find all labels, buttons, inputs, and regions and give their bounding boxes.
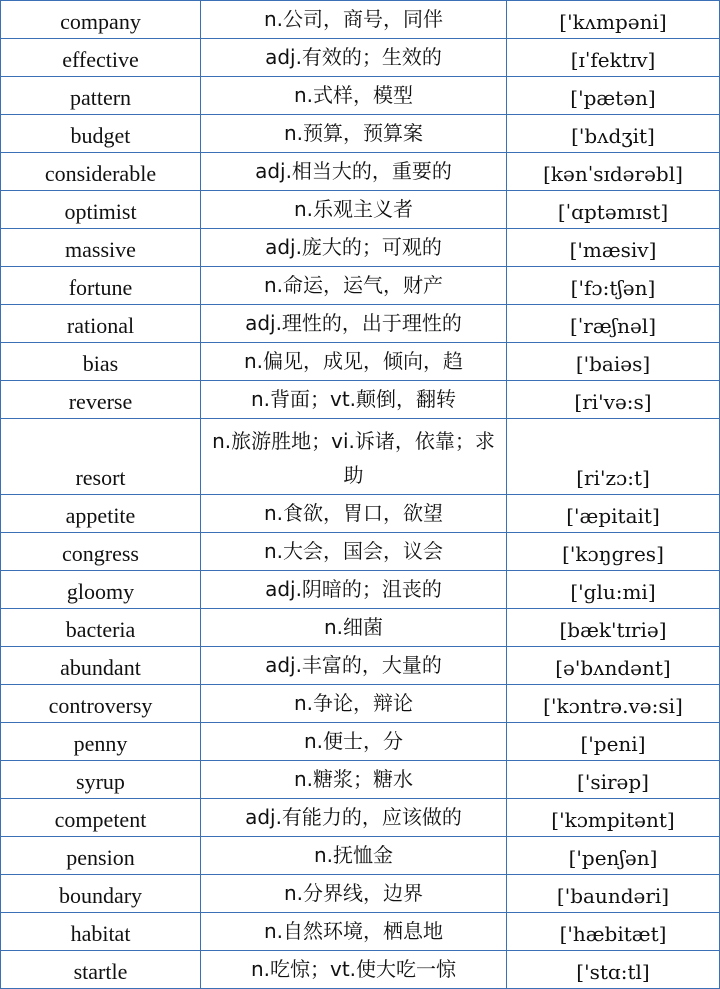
vocabulary-meaning-cell: n.命运，运气，财产 — [201, 267, 507, 305]
vocabulary-word-cell: bias — [1, 343, 201, 381]
vocabulary-phonetic-cell: ['kɔntrə.və:si] — [507, 685, 720, 723]
vocabulary-word-cell: considerable — [1, 153, 201, 191]
vocabulary-word-cell: appetite — [1, 495, 201, 533]
vocabulary-row — [1, 761, 720, 799]
vocabulary-row — [1, 837, 720, 875]
vocabulary-meaning-cell: n.细菌 — [201, 609, 507, 647]
vocabulary-meaning-cell: adj.相当大的，重要的 — [201, 153, 507, 191]
vocabulary-phonetic-cell: [ri'və:s] — [507, 381, 720, 419]
vocabulary-row — [1, 343, 720, 381]
vocabulary-row — [1, 381, 720, 419]
vocabulary-phonetic-cell: ['bʌdʒit] — [507, 115, 720, 153]
vocabulary-word-cell: gloomy — [1, 571, 201, 609]
vocabulary-meaning-cell: n.吃惊；vt.使大吃一惊 — [201, 951, 507, 989]
vocabulary-row — [1, 647, 720, 685]
vocabulary-row — [1, 1, 720, 39]
vocabulary-meaning-cell: n.大会，国会，议会 — [201, 533, 507, 571]
vocabulary-row — [1, 115, 720, 153]
vocabulary-phonetic-cell: ['kɔmpitənt] — [507, 799, 720, 837]
vocabulary-word-cell: abundant — [1, 647, 201, 685]
vocabulary-meaning-cell: n.糖浆；糖水 — [201, 761, 507, 799]
vocabulary-meaning-cell: n.旅游胜地；vi.诉诸，依靠；求助 — [201, 419, 507, 495]
vocabulary-meaning-cell: n.分界线，边界 — [201, 875, 507, 913]
vocabulary-meaning-cell: adj.庞大的；可观的 — [201, 229, 507, 267]
vocabulary-meaning-cell: adj.阴暗的；沮丧的 — [201, 571, 507, 609]
vocabulary-phonetic-cell: ['peni] — [507, 723, 720, 761]
vocabulary-word-cell: budget — [1, 115, 201, 153]
vocabulary-row — [1, 723, 720, 761]
vocabulary-row — [1, 609, 720, 647]
vocabulary-phonetic-cell: ['kɔŋgres] — [507, 533, 720, 571]
vocabulary-phonetic-cell: [ri'zɔ:t] — [507, 419, 720, 495]
vocabulary-row — [1, 39, 720, 77]
vocabulary-word-cell: fortune — [1, 267, 201, 305]
vocabulary-word-cell: penny — [1, 723, 201, 761]
vocabulary-meaning-cell: adj.有能力的，应该做的 — [201, 799, 507, 837]
vocabulary-word-cell: boundary — [1, 875, 201, 913]
vocabulary-phonetic-cell: ['stɑ:tl] — [507, 951, 720, 989]
vocabulary-meaning-cell: n.食欲，胃口，欲望 — [201, 495, 507, 533]
vocabulary-row — [1, 913, 720, 951]
vocabulary-row — [1, 305, 720, 343]
vocabulary-phonetic-cell: [kənˈsɪdərəbl] — [507, 153, 720, 191]
vocabulary-word-cell: pattern — [1, 77, 201, 115]
vocabulary-row — [1, 153, 720, 191]
vocabulary-row — [1, 685, 720, 723]
vocabulary-meaning-cell: n.抚恤金 — [201, 837, 507, 875]
vocabulary-word-cell: bacteria — [1, 609, 201, 647]
vocabulary-meaning-cell: n.预算，预算案 — [201, 115, 507, 153]
vocabulary-word-cell: pension — [1, 837, 201, 875]
vocabulary-phonetic-cell: ['glu:mi] — [507, 571, 720, 609]
vocabulary-meaning-cell: n.便士，分 — [201, 723, 507, 761]
vocabulary-phonetic-cell: [ə'bʌndənt] — [507, 647, 720, 685]
vocabulary-word-cell: resort — [1, 419, 201, 495]
vocabulary-row — [1, 229, 720, 267]
vocabulary-row — [1, 495, 720, 533]
vocabulary-phonetic-cell: ['mæsiv] — [507, 229, 720, 267]
vocabulary-row — [1, 533, 720, 571]
vocabulary-row — [1, 77, 720, 115]
vocabulary-meaning-cell: adj.丰富的，大量的 — [201, 647, 507, 685]
vocabulary-word-cell: syrup — [1, 761, 201, 799]
vocabulary-meaning-cell: n.公司，商号，同伴 — [201, 1, 507, 39]
vocabulary-phonetic-cell: ['penʃən] — [507, 837, 720, 875]
vocabulary-phonetic-cell: [ˈræʃnəl] — [507, 305, 720, 343]
vocabulary-row — [1, 191, 720, 229]
vocabulary-phonetic-cell: ['æpitait] — [507, 495, 720, 533]
vocabulary-word-cell: effective — [1, 39, 201, 77]
vocabulary-meaning-cell: adj.理性的，出于理性的 — [201, 305, 507, 343]
vocabulary-word-cell: competent — [1, 799, 201, 837]
vocabulary-table-body — [1, 1, 720, 989]
vocabulary-phonetic-cell: ['baiəs] — [507, 343, 720, 381]
vocabulary-meaning-cell: n.偏见，成见，倾向，趋 — [201, 343, 507, 381]
vocabulary-word-cell: company — [1, 1, 201, 39]
vocabulary-row — [1, 799, 720, 837]
vocabulary-meaning-cell: n.背面；vt.颠倒，翻转 — [201, 381, 507, 419]
vocabulary-word-cell: optimist — [1, 191, 201, 229]
vocabulary-meaning-cell: adj.有效的；生效的 — [201, 39, 507, 77]
vocabulary-word-cell: controversy — [1, 685, 201, 723]
vocabulary-phonetic-cell: [ɪˈfektɪv] — [507, 39, 720, 77]
vocabulary-row — [1, 267, 720, 305]
vocabulary-phonetic-cell: ['baundəri] — [507, 875, 720, 913]
vocabulary-word-cell: reverse — [1, 381, 201, 419]
vocabulary-word-cell: startle — [1, 951, 201, 989]
vocabulary-phonetic-cell: ['fɔ:tʃən] — [507, 267, 720, 305]
vocabulary-row — [1, 419, 720, 495]
vocabulary-word-cell: massive — [1, 229, 201, 267]
vocabulary-phonetic-cell: ['hæbitæt] — [507, 913, 720, 951]
vocabulary-meaning-cell: n.式样，模型 — [201, 77, 507, 115]
vocabulary-phonetic-cell: ['sirəp] — [507, 761, 720, 799]
vocabulary-row — [1, 875, 720, 913]
vocabulary-phonetic-cell: [bæk'tɪriə] — [507, 609, 720, 647]
vocabulary-row — [1, 571, 720, 609]
vocabulary-word-cell: rational — [1, 305, 201, 343]
vocabulary-word-cell: habitat — [1, 913, 201, 951]
vocabulary-phonetic-cell: ['pætən] — [507, 77, 720, 115]
vocabulary-row — [1, 951, 720, 989]
vocabulary-meaning-cell: n.乐观主义者 — [201, 191, 507, 229]
vocabulary-phonetic-cell: [ˈɑptəmɪst] — [507, 191, 720, 229]
vocabulary-word-cell: congress — [1, 533, 201, 571]
vocabulary-meaning-cell: n.自然环境，栖息地 — [201, 913, 507, 951]
vocabulary-phonetic-cell: ['kʌmpəni] — [507, 1, 720, 39]
vocabulary-meaning-cell: n.争论，辩论 — [201, 685, 507, 723]
